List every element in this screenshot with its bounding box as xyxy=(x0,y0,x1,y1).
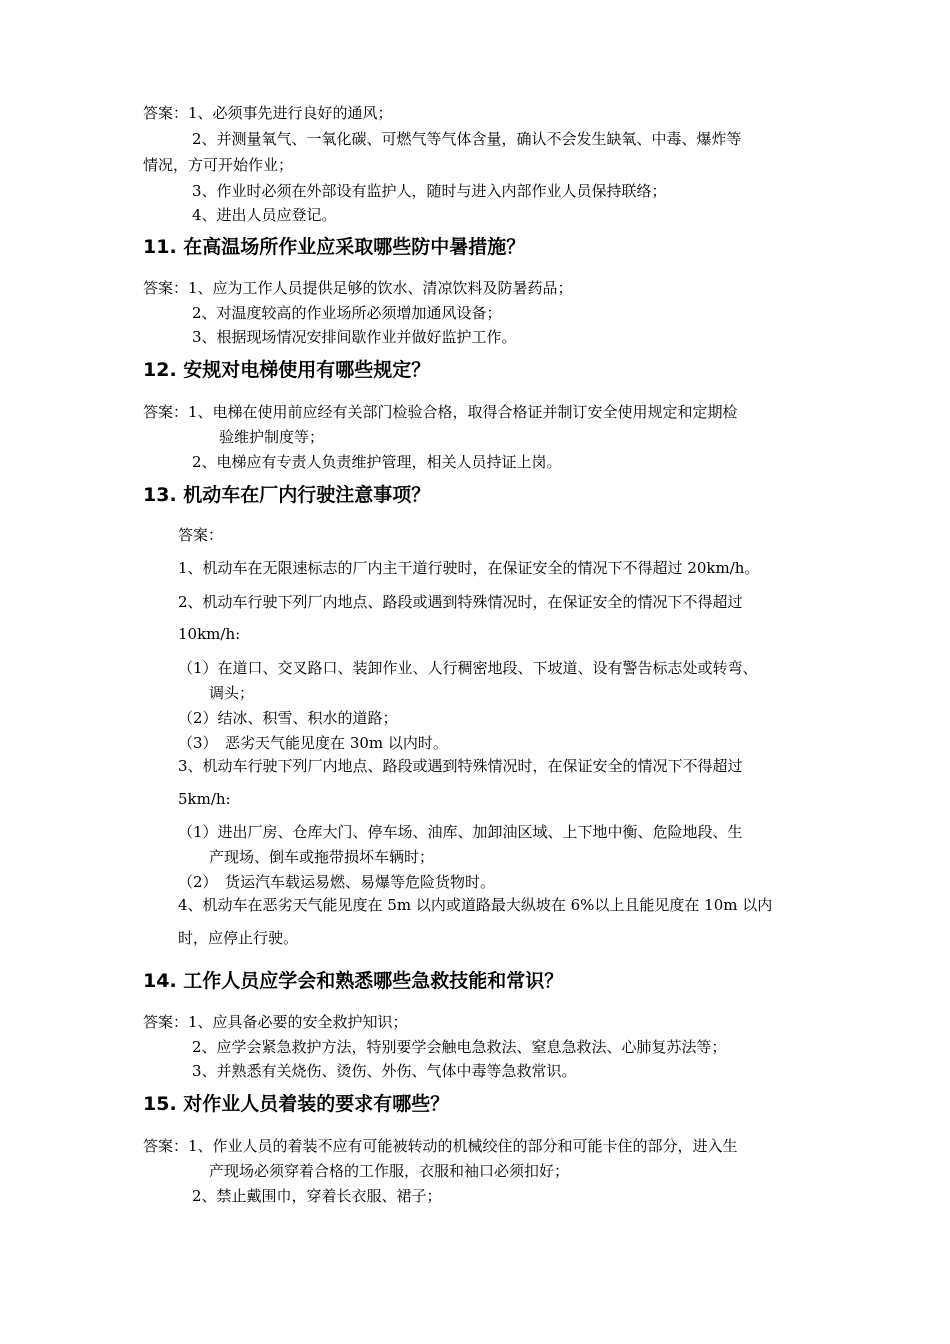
s13-point-3-sub-1: （1）进出厂房、仓库大门、停车场、油库、加卸油区域、上下地中衡、危险地段、生 xyxy=(178,823,743,841)
s13-point-3: 3、机动车行驶下列厂内地点、路段或遇到特殊情况时，在保证安全的情况下不得超过 xyxy=(178,757,743,775)
s13-point-4-cont: 时，应停止行驶。 xyxy=(178,929,299,947)
s13-answer-label: 答案： xyxy=(178,526,224,544)
s13-point-2-sub-2: （2）结冰、积雪、积水的道路； xyxy=(178,709,398,727)
s13-point-1: 1、机动车在无限速标志的厂内主干道行驶时，在保证安全的情况下不得超过 20km/h。 xyxy=(178,559,760,577)
s14-answer-1: 答案：1、应具备必要的安全救护知识； xyxy=(143,1013,408,1031)
s14-title: 14. 工作人员应学会和熟悉哪些急救技能和常识？ xyxy=(143,970,564,992)
s12-item-2: 2、电梯应有专责人负责维护管理，相关人员持证上岗。 xyxy=(192,453,562,471)
s13-point-2-sub-1-cont: 调头； xyxy=(209,684,255,702)
s10-item-3: 3、作业时必须在外部设有监护人，随时与进入内部作业人员保持联络； xyxy=(192,182,667,200)
s11-answer-1: 答案：1、应为工作人员提供足够的饮水、清凉饮料及防暑药品； xyxy=(143,279,573,297)
s12-title: 12. 安规对电梯使用有哪些规定？ xyxy=(143,359,431,381)
s11-item-2: 2、对温度较高的作业场所必须增加通风设备； xyxy=(192,304,502,322)
s11-title: 11. 在高温场所作业应采取哪些防中暑措施？ xyxy=(143,236,526,258)
s13-point-2-sub-1: （1）在道口、交叉路口、装卸作业、人行稠密地段、下坡道、设有警告标志处或转弯、 xyxy=(178,659,758,677)
s15-item-1-cont: 产现场必须穿着合格的工作服，衣服和袖口必须扣好； xyxy=(209,1162,570,1180)
s13-point-2: 2、机动车行驶下列厂内地点、路段或遇到特殊情况时，在保证安全的情况下不得超过 xyxy=(178,593,743,611)
s13-point-4: 4、机动车在恶劣天气能见度在 5m 以内或道路最大纵坡在 6%以上且能见度在 10m 以内 xyxy=(178,896,773,914)
s10-item-2: 2、并测量氧气、一氧化碳、可燃气等气体含量，确认不会发生缺氧、中毒、爆炸等 xyxy=(192,130,742,148)
s11-item-3: 3、根据现场情况安排间歇作业并做好监护工作。 xyxy=(192,328,517,346)
s15-title: 15. 对作业人员着装的要求有哪些？ xyxy=(143,1093,450,1115)
s12-answer-1: 答案：1、电梯在使用前应经有关部门检验合格，取得合格证并制订安全使用规定和定期检 xyxy=(143,403,738,421)
s13-point-3-sub-2: （2） 货运汽车载运易燃、易爆等危险货物时。 xyxy=(178,873,496,891)
s15-item-2: 2、禁止戴围巾，穿着长衣服、裙子； xyxy=(192,1187,442,1205)
s10-answer-1: 答案：1、必须事先进行良好的通风； xyxy=(143,104,393,122)
s14-item-2: 2、应学会紧急救护方法，特别要学会触电急救法、窒息急救法、心肺复苏法等； xyxy=(192,1038,727,1056)
s12-item-1-cont: 验维护制度等； xyxy=(219,428,325,446)
s13-point-2-cont: 10km/h: xyxy=(178,625,241,643)
s13-point-3-cont: 5km/h: xyxy=(178,790,231,808)
s13-point-3-sub-1-cont: 产现场、倒车或拖带损坏车辆时； xyxy=(209,848,435,866)
s15-answer-1: 答案：1、作业人员的着装不应有可能被转动的机械绞住的部分和可能卡住的部分，进入生 xyxy=(143,1137,738,1155)
s13-title: 13. 机动车在厂内行驶注意事项？ xyxy=(143,484,431,506)
s13-point-2-sub-3: （3） 恶劣天气能见度在 30m 以内时。 xyxy=(178,734,448,752)
s10-item-2-cont: 情况，方可开始作业； xyxy=(143,156,294,174)
s14-item-3: 3、并熟悉有关烧伤、烫伤、外伤、气体中毒等急救常识。 xyxy=(192,1062,577,1080)
s10-item-4: 4、进出人员应登记。 xyxy=(192,206,337,224)
